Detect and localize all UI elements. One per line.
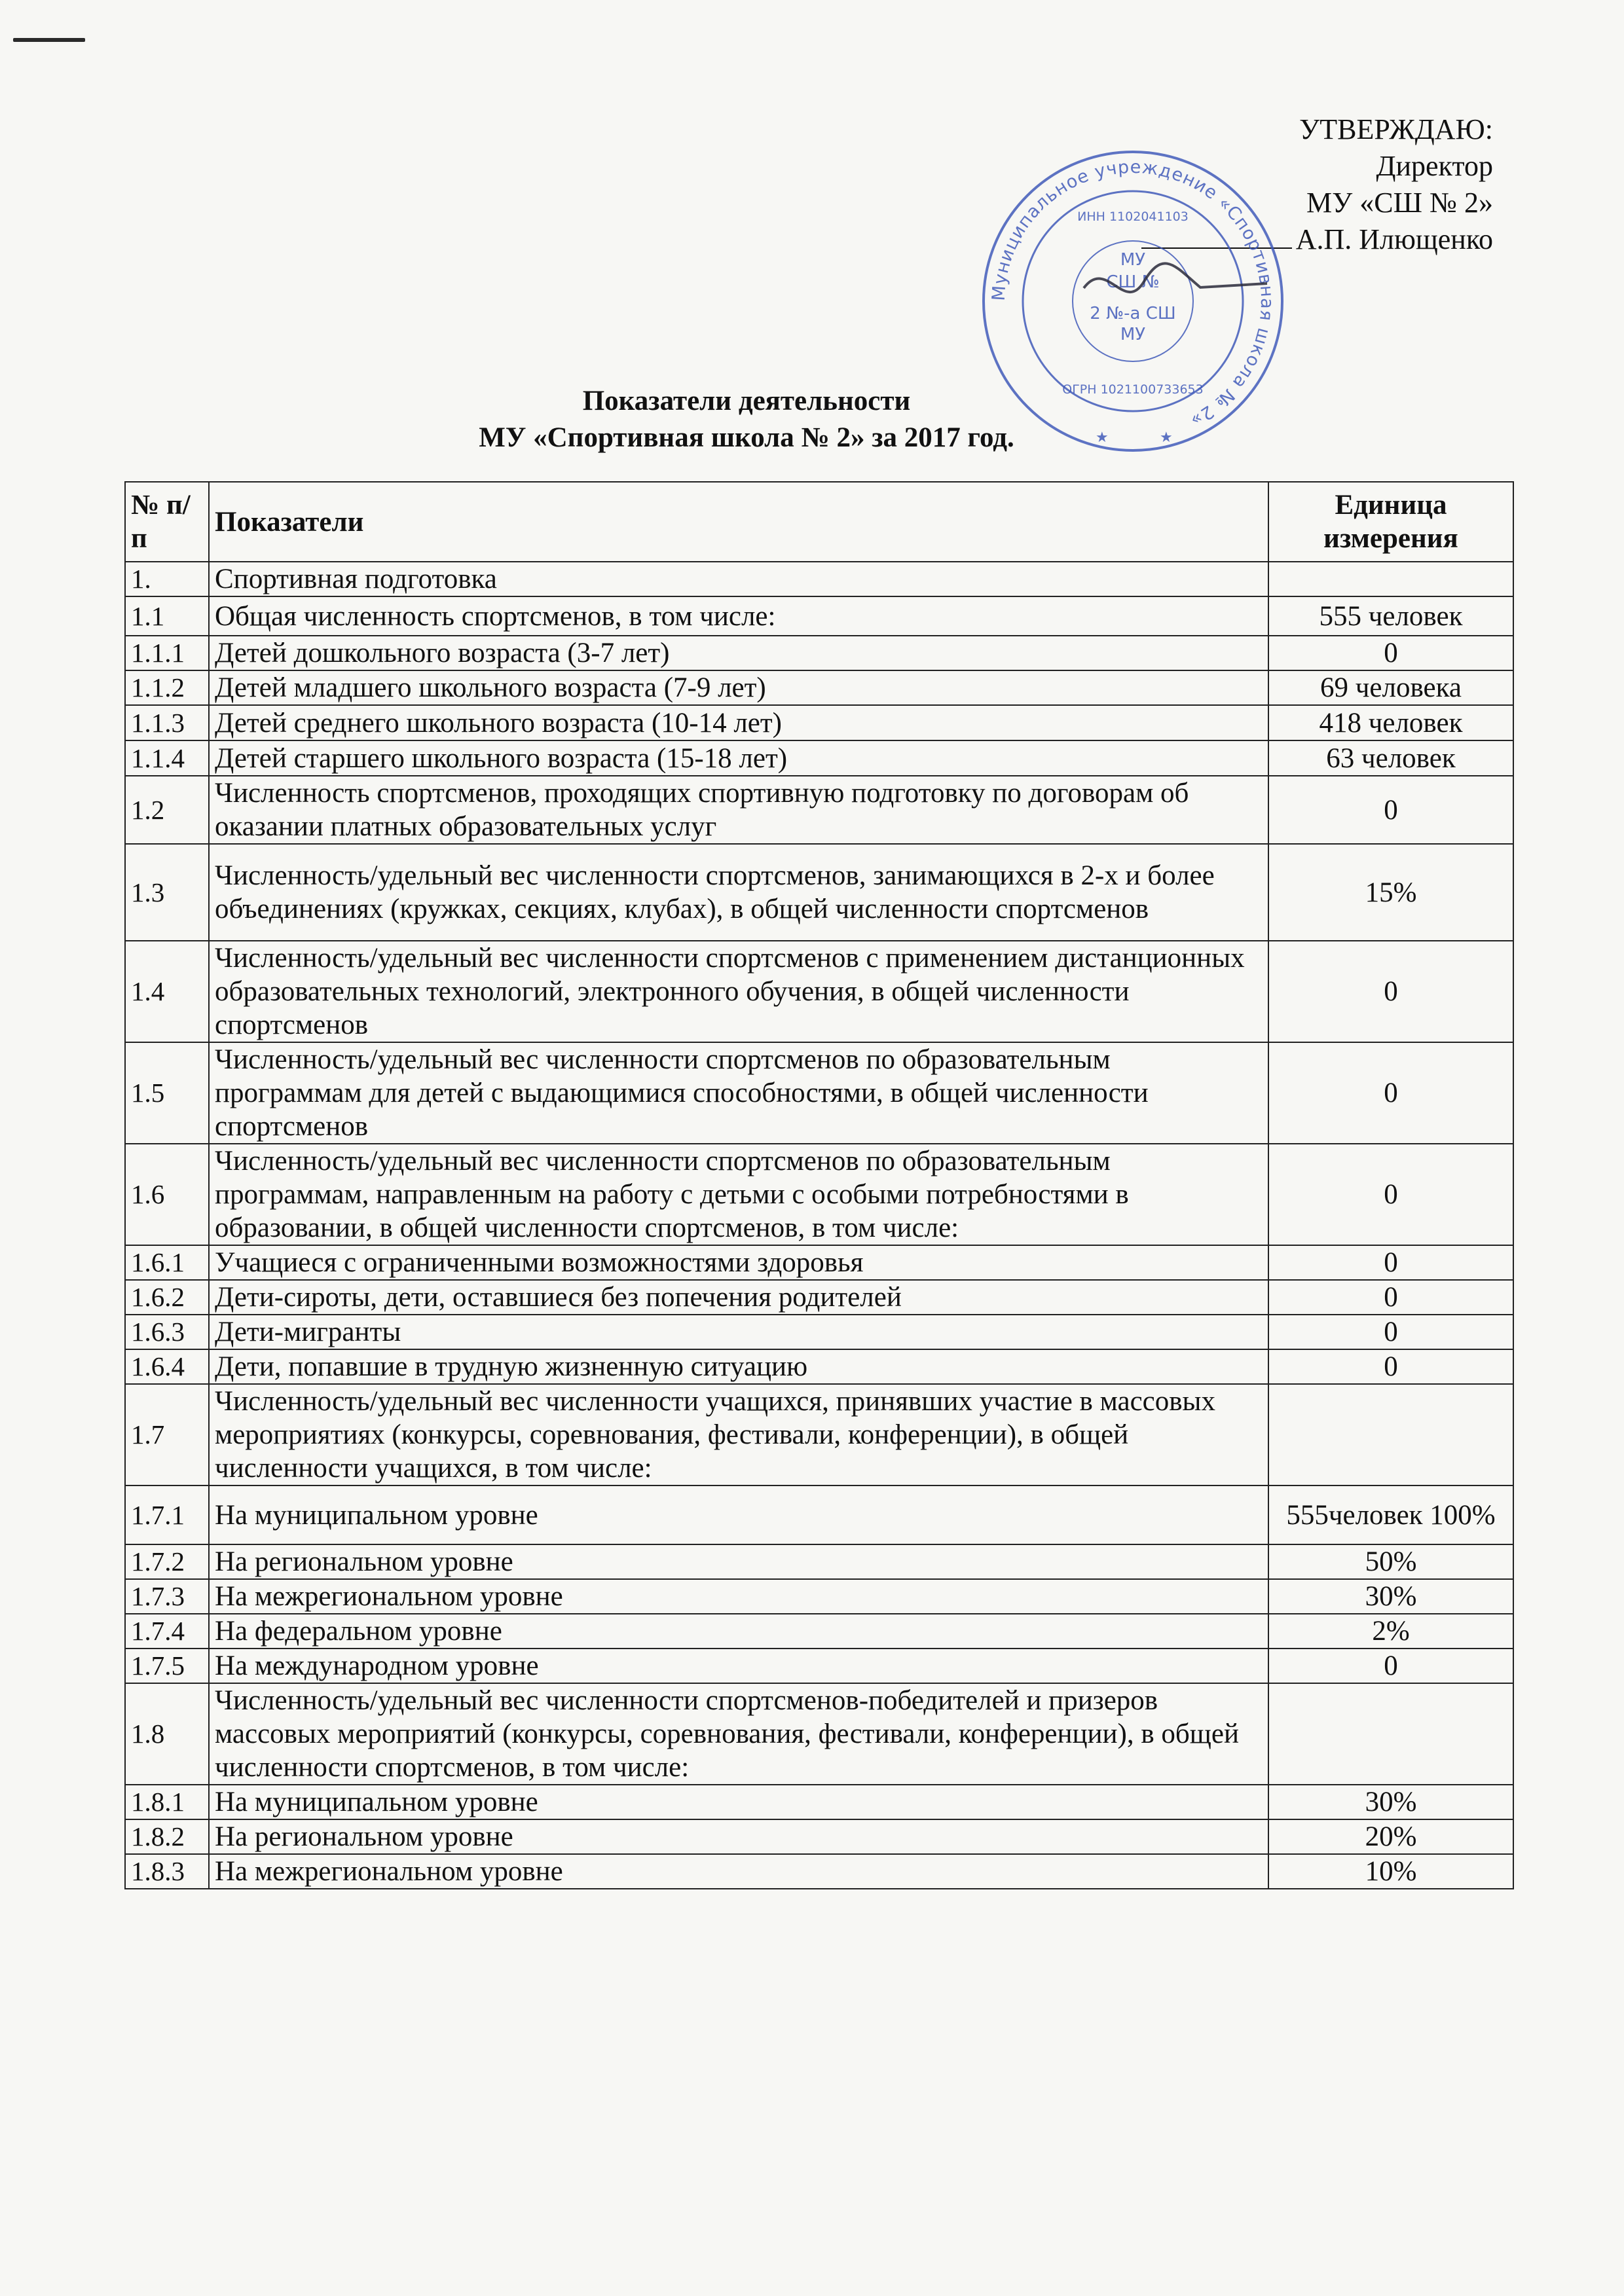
row-indicator: Общая численность спортсменов, в том числе: bbox=[209, 596, 1268, 636]
row-indicator: Численность/удельный вес численности спортсменов по образовательным программам, направленным на работу с детьми с особыми потребностями в образовании, в общей численности спортсменов, в том числе: bbox=[209, 1144, 1268, 1245]
row-unit-value: 0 bbox=[1268, 1245, 1513, 1280]
table-row bbox=[125, 562, 1513, 596]
seal-ogrn: ОГРН 1021100733653 bbox=[1062, 382, 1204, 397]
table-row bbox=[125, 1819, 1513, 1854]
table-row bbox=[125, 670, 1513, 705]
table-body bbox=[125, 562, 1513, 1889]
row-unit-value: 2% bbox=[1268, 1614, 1513, 1649]
row-indicator: Детей младшего школьного возраста (7-9 лет) bbox=[209, 670, 1268, 705]
row-number: 1.7.2 bbox=[125, 1544, 209, 1579]
seal-outer-text: Муниципальное учреждение «Спортивная школа № 2» bbox=[988, 156, 1278, 431]
row-number: 1.8.2 bbox=[125, 1819, 209, 1854]
row-number: 1.4 bbox=[125, 941, 209, 1042]
approval-heading: УТВЕРЖДАЮ: bbox=[1299, 113, 1493, 145]
row-number: 1.1.4 bbox=[125, 740, 209, 776]
table-row bbox=[125, 941, 1513, 1042]
row-unit-value: 0 bbox=[1268, 1349, 1513, 1384]
table-row bbox=[125, 776, 1513, 844]
title-line-2: МУ «Спортивная школа № 2» за 2017 год. bbox=[479, 422, 1014, 453]
row-indicator: Учащиеся с ограниченными возможностями здоровья bbox=[209, 1245, 1268, 1280]
row-unit-value: 20% bbox=[1268, 1819, 1513, 1854]
row-number: 1.7 bbox=[125, 1384, 209, 1485]
approval-organization: МУ «СШ № 2» bbox=[1306, 187, 1493, 219]
approval-position: Директор bbox=[1376, 150, 1493, 182]
row-unit-value: 555человек 100% bbox=[1268, 1485, 1513, 1544]
seal-star-right: ★ bbox=[1160, 429, 1173, 446]
seal-star-left: ★ bbox=[1096, 429, 1109, 446]
row-number: 1.6 bbox=[125, 1144, 209, 1245]
row-unit-value: 0 bbox=[1268, 1280, 1513, 1315]
title-line-1: Показатели деятельности bbox=[582, 386, 911, 416]
table-row bbox=[125, 596, 1513, 636]
table-row bbox=[125, 1042, 1513, 1144]
row-number: 1.5 bbox=[125, 1042, 209, 1144]
row-indicator: На муниципальном уровне bbox=[209, 1785, 1268, 1819]
row-number: 1.7.3 bbox=[125, 1579, 209, 1614]
table-row bbox=[125, 1649, 1513, 1683]
row-number: 1.1.2 bbox=[125, 670, 209, 705]
seal-center-line4: МУ bbox=[1120, 325, 1146, 344]
row-number: 1.8 bbox=[125, 1683, 209, 1785]
row-number: 1.1.3 bbox=[125, 705, 209, 740]
row-indicator: Дети-сироты, дети, оставшиеся без попечения родителей bbox=[209, 1280, 1268, 1315]
table-row bbox=[125, 1144, 1513, 1245]
row-indicator: На региональном уровне bbox=[209, 1819, 1268, 1854]
row-indicator: Спортивная подготовка bbox=[209, 562, 1268, 596]
row-indicator: На межрегиональном уровне bbox=[209, 1854, 1268, 1889]
row-indicator: Численность спортсменов, проходящих спортивную подготовку по договорам об оказании платных образовательных услуг bbox=[209, 776, 1268, 844]
table-row bbox=[125, 844, 1513, 941]
row-unit-value: 555 человек bbox=[1268, 596, 1513, 636]
approval-signer: А.П. Илющенко bbox=[1295, 223, 1493, 255]
table-row bbox=[125, 1245, 1513, 1280]
row-unit-value: 0 bbox=[1268, 1315, 1513, 1349]
row-unit-value: 0 bbox=[1268, 776, 1513, 844]
header-unit: Единица измерения bbox=[1268, 482, 1513, 562]
row-indicator: Численность/удельный вес численности учащихся, принявших участие в массовых мероприятиях (конкурсы, соревнования, фестивали, конференции), в общей численности учащихся, в том числе: bbox=[209, 1384, 1268, 1485]
seal-center-line3: 2 №-а СШ bbox=[1090, 304, 1176, 323]
scan-edge-mark bbox=[13, 38, 85, 42]
row-unit-value: 0 bbox=[1268, 1144, 1513, 1245]
row-unit-value: 30% bbox=[1268, 1785, 1513, 1819]
row-number: 1.7.5 bbox=[125, 1649, 209, 1683]
row-indicator: Дети-мигранты bbox=[209, 1315, 1268, 1349]
row-unit-value: 30% bbox=[1268, 1579, 1513, 1614]
row-indicator: На региональном уровне bbox=[209, 1544, 1268, 1579]
row-unit-value: 50% bbox=[1268, 1544, 1513, 1579]
table-row bbox=[125, 1280, 1513, 1315]
row-unit-value bbox=[1268, 1384, 1513, 1485]
row-number: 1.6.4 bbox=[125, 1349, 209, 1384]
row-number: 1.6.2 bbox=[125, 1280, 209, 1315]
table-row bbox=[125, 740, 1513, 776]
table-row bbox=[125, 1544, 1513, 1579]
row-indicator: На межрегиональном уровне bbox=[209, 1579, 1268, 1614]
row-unit-value: 0 bbox=[1268, 1042, 1513, 1144]
row-number: 1.1 bbox=[125, 596, 209, 636]
document-title bbox=[432, 383, 1061, 456]
row-indicator: На муниципальном уровне bbox=[209, 1485, 1268, 1544]
table-row bbox=[125, 1854, 1513, 1889]
row-unit-value bbox=[1268, 562, 1513, 596]
table-row bbox=[125, 705, 1513, 740]
row-unit-value: 0 bbox=[1268, 636, 1513, 670]
indicators-table bbox=[124, 481, 1514, 1889]
table-row bbox=[125, 1485, 1513, 1544]
row-number: 1.6.1 bbox=[125, 1245, 209, 1280]
row-indicator: Детей среднего школьного возраста (10-14 лет) bbox=[209, 705, 1268, 740]
seal-center-line1: МУ bbox=[1120, 250, 1146, 270]
table-row bbox=[125, 1384, 1513, 1485]
table-row bbox=[125, 1683, 1513, 1785]
row-number: 1.8.1 bbox=[125, 1785, 209, 1819]
row-unit-value: 0 bbox=[1268, 1649, 1513, 1683]
table-row bbox=[125, 1349, 1513, 1384]
table-row bbox=[125, 1315, 1513, 1349]
row-number: 1.1.1 bbox=[125, 636, 209, 670]
row-number: 1.7.4 bbox=[125, 1614, 209, 1649]
row-number: 1.8.3 bbox=[125, 1854, 209, 1889]
table-row bbox=[125, 1785, 1513, 1819]
row-unit-value: 63 человек bbox=[1268, 740, 1513, 776]
row-unit-value: 10% bbox=[1268, 1854, 1513, 1889]
table-row bbox=[125, 1579, 1513, 1614]
table-header-row bbox=[125, 482, 1513, 562]
seal-center-line2: СШ № bbox=[1106, 272, 1160, 292]
row-unit-value: 15% bbox=[1268, 844, 1513, 941]
row-number: 1.2 bbox=[125, 776, 209, 844]
table-row bbox=[125, 1614, 1513, 1649]
row-indicator: Численность/удельный вес численности спортсменов с применением дистанционных образовательных технологий, электронного обучения, в общей численности спортсменов bbox=[209, 941, 1268, 1042]
row-indicator: Дети, попавшие в трудную жизненную ситуацию bbox=[209, 1349, 1268, 1384]
header-number: № п/п bbox=[125, 482, 209, 562]
row-number: 1.6.3 bbox=[125, 1315, 209, 1349]
row-unit-value: 69 человека bbox=[1268, 670, 1513, 705]
row-number: 1.3 bbox=[125, 844, 209, 941]
row-unit-value: 418 человек bbox=[1268, 705, 1513, 740]
seal-inn: ИНН 1102041103 bbox=[1077, 210, 1189, 224]
row-indicator: На международном уровне bbox=[209, 1649, 1268, 1683]
header-indicator: Показатели bbox=[209, 482, 1268, 562]
row-number: 1.7.1 bbox=[125, 1485, 209, 1544]
row-unit-value bbox=[1268, 1683, 1513, 1785]
row-indicator: Численность/удельный вес численности спортсменов по образовательным программам для детей с выдающимися способностями, в общей численности спортсменов bbox=[209, 1042, 1268, 1144]
row-indicator: Численность/удельный вес численности спортсменов, занимающихся в 2-х и более объединениях (кружках, секциях, клубах), в общей численности спортсменов bbox=[209, 844, 1268, 941]
row-indicator: Детей старшего школьного возраста (15-18 лет) bbox=[209, 740, 1268, 776]
row-indicator: Численность/удельный вес численности спортсменов-победителей и призеров массовых мероприятий (конкурсы, соревнования, фестивали, конференции), в общей численности спортсменов, в том числе: bbox=[209, 1683, 1268, 1785]
row-indicator: На федеральном уровне bbox=[209, 1614, 1268, 1649]
row-indicator: Детей дошкольного возраста (3-7 лет) bbox=[209, 636, 1268, 670]
table-row bbox=[125, 636, 1513, 670]
row-number: 1. bbox=[125, 562, 209, 596]
row-unit-value: 0 bbox=[1268, 941, 1513, 1042]
